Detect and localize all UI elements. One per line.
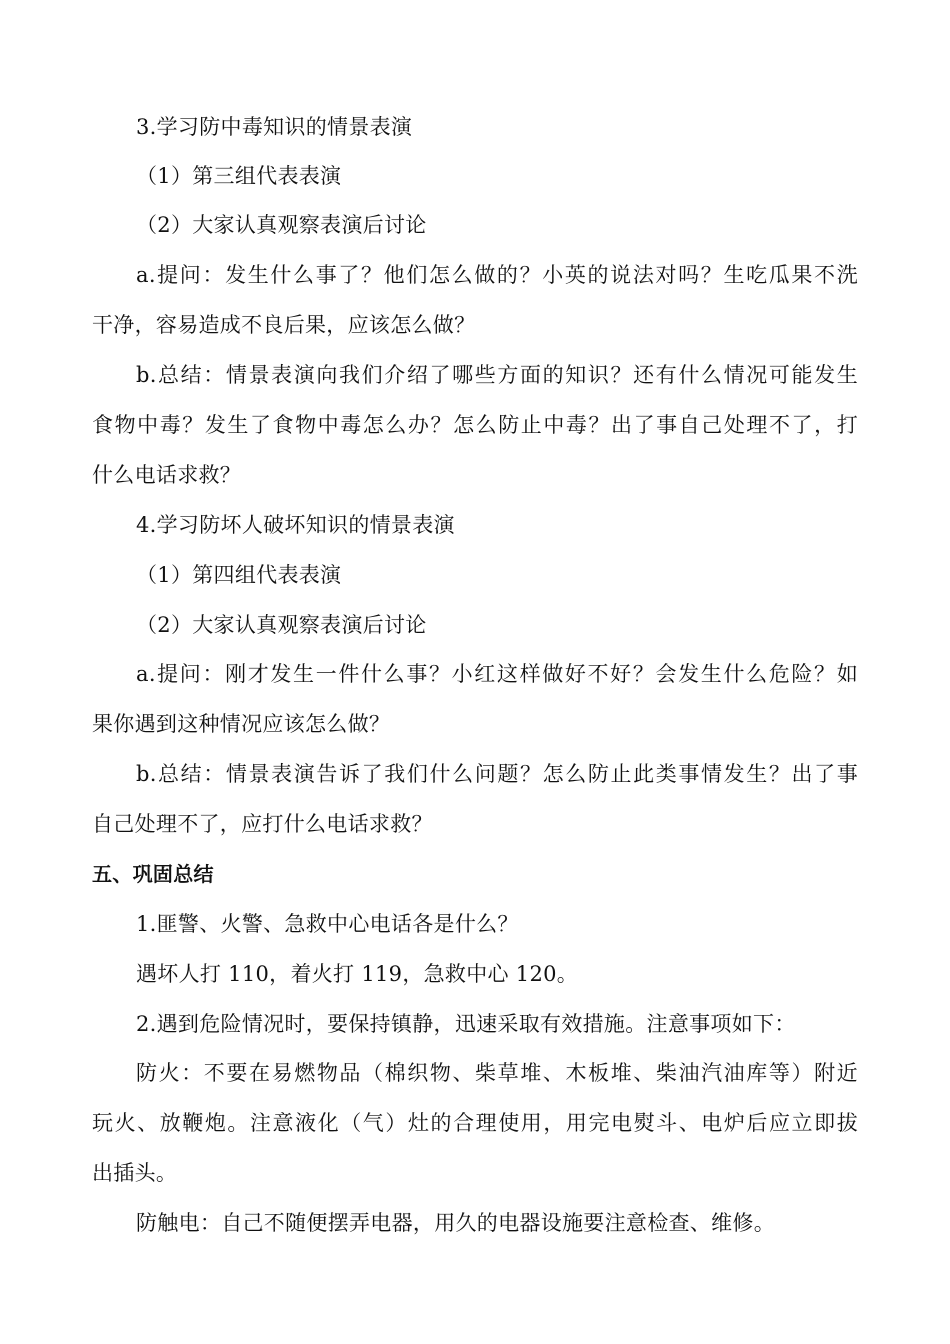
fire-safety-line-1: 防火：不要在易燃物品（棉织物、柴草堆、木板堆、柴油汽油库等）附近: [136, 1061, 858, 1085]
section-3-question-line-1: a.提问：发生什么事了？他们怎么做的？小英的说法对吗？生吃瓜果不洗: [136, 263, 858, 287]
fire-safety-line-3: 出插头。: [92, 1161, 178, 1185]
section-4-question-line-2: 果你遇到这种情况应该怎么做？: [92, 712, 391, 736]
section-3-question-line-2: 干净，容易造成不良后果，应该怎么做？: [92, 313, 476, 337]
section-5-title: 五、巩固总结: [92, 862, 214, 886]
section-3-heading: 3.学习防中毒知识的情景表演: [136, 115, 413, 139]
section-5-item-2: 2.遇到危险情况时，要保持镇静，迅速采取有效措施。注意事项如下：: [136, 1012, 796, 1036]
emergency-numbers: 遇坏人打 110，着火打 119，急救中心 120。: [136, 962, 579, 986]
section-4-question-line-1: a.提问：刚才发生一件什么事？小红这样做好不好？会发生什么危险？如: [136, 662, 858, 686]
section-3-item-2: （2）大家认真观察表演后讨论: [136, 213, 427, 237]
electric-safety-line: 防触电：自己不随便摆弄电器，用久的电器设施要注意检查、维修。: [136, 1211, 775, 1235]
section-3-summary-line-2: 食物中毒？发生了食物中毒怎么办？怎么防止中毒？出了事自己处理不了，打: [92, 413, 858, 437]
section-3-item-1: （1）第三组代表表演: [136, 164, 342, 188]
section-4-item-1: （1）第四组代表表演: [136, 563, 342, 587]
section-3-summary-line-3: 什么电话求救？: [92, 463, 242, 487]
section-4-summary-line-2: 自己处理不了，应打什么电话求救？: [92, 812, 433, 836]
section-4-item-2: （2）大家认真观察表演后讨论: [136, 613, 427, 637]
section-5-item-1: 1.匪警、火警、急救中心电话各是什么？: [136, 912, 519, 936]
fire-safety-line-2: 玩火、放鞭炮。注意液化（气）灶的合理使用，用完电熨斗、电炉后应立即拔: [92, 1111, 858, 1135]
section-4-heading: 4.学习防坏人破坏知识的情景表演: [136, 513, 455, 537]
section-3-summary-line-1: b.总结：情景表演向我们介绍了哪些方面的知识？还有什么情况可能发生: [136, 363, 858, 387]
section-4-summary-line-1: b.总结：情景表演告诉了我们什么问题？怎么防止此类事情发生？出了事: [136, 762, 858, 786]
